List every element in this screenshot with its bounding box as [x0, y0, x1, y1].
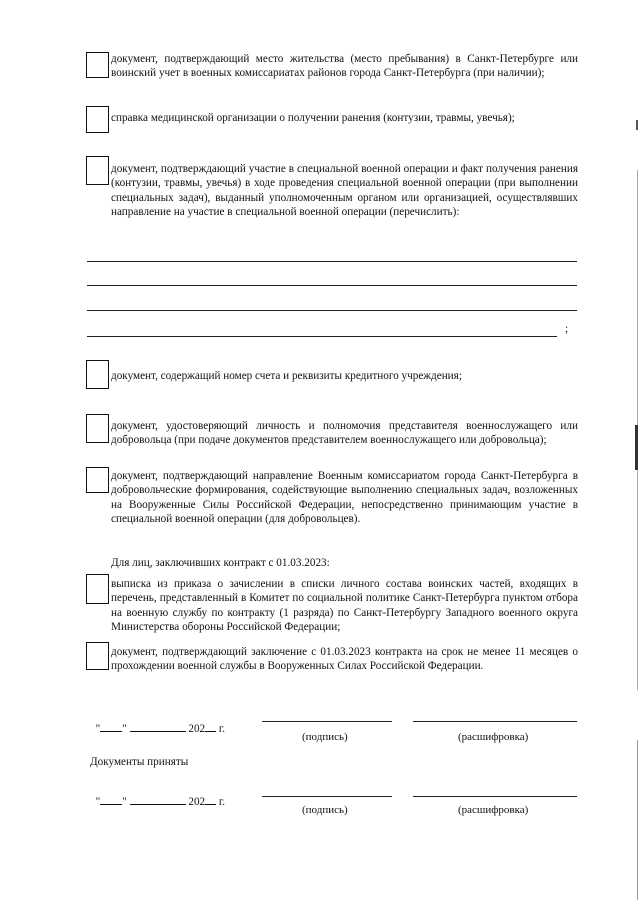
year-blank-1[interactable]	[205, 720, 216, 732]
document-item-bank	[86, 360, 578, 383]
day-blank-1[interactable]	[100, 720, 122, 732]
item-text-participation: документ, подтверждающий участие в специальной военной операции и факт получения ранения (контузии, травмы, увечья) в ходе проведения специальной военной операции (при выполнении специальных задач), выданный уполномоченным органом или организацией, осуществлявших направление на участие в специальной военной операции (перечислить):	[111, 163, 578, 218]
checkbox-representative[interactable]	[86, 414, 109, 443]
signature-line-1[interactable]	[262, 721, 392, 722]
date-quote-close-2: "	[122, 796, 127, 809]
date-quote-open-2: "	[95, 796, 101, 809]
item-text-medical: справка медицинской организации о получении ранения (контузии, травмы, увечья);	[111, 112, 515, 124]
date-field-1[interactable]	[90, 706, 225, 737]
documents-accepted-heading: Документы приняты	[90, 756, 189, 768]
scan-edge-mark-top	[636, 120, 638, 130]
year-suffix-1: г.	[218, 723, 226, 736]
month-blank-1[interactable]	[130, 720, 186, 732]
year-prefix-1: 202	[188, 723, 206, 736]
listing-line-2[interactable]	[87, 285, 577, 286]
checkbox-residence[interactable]	[86, 52, 109, 78]
item-text-representative: документ, удостоверяющий личность и полномочия представителя военнослужащего или добровольца (при подаче документов представителем военнослужащего или добровольца);	[111, 420, 578, 447]
checkbox-bank[interactable]	[86, 360, 109, 389]
document-item-residence	[86, 52, 578, 81]
decoding-line-2[interactable]	[413, 796, 577, 797]
date-field-2[interactable]	[90, 779, 225, 810]
item-text-bank: документ, содержащий номер счета и реквизиты кредитного учреждения;	[111, 370, 462, 382]
checkbox-contract[interactable]	[86, 642, 109, 670]
contract-heading: Для лиц, заключивших контракт с 01.03.2023:	[111, 557, 330, 569]
item-text-contract: документ, подтверждающий заключение с 01.03.2023 контракта на срок не менее 11 месяцев о прохождении военной службы в Вооруженных Силах Российской Федерации.	[111, 646, 578, 673]
list-end-semicolon: ;	[565, 323, 569, 335]
decoding-caption-2: (расшифровка)	[458, 804, 529, 816]
decoding-line-1[interactable]	[413, 721, 577, 722]
checkbox-participation[interactable]	[86, 156, 109, 185]
document-item-medical	[86, 106, 578, 125]
signature-caption-1: (подпись)	[302, 731, 348, 743]
document-item-participation	[86, 156, 578, 219]
listing-line-1[interactable]	[87, 261, 577, 262]
document-item-volunteer	[86, 467, 578, 526]
document-item-representative	[86, 414, 578, 448]
checkbox-medical[interactable]	[86, 106, 109, 133]
year-suffix-2: г.	[218, 796, 226, 809]
signature-caption-2: (подпись)	[302, 804, 348, 816]
item-text-order-extract: выписка из приказа о зачислении в списки личного состава воинских частей, входящих в перечень, представленный в Комитет по социальной политике Санкт-Петербурга пунктом отбора на военную службу по контракту (1 разряда) по Санкт-Петербургу Западного военного округа Министерства обороны Российской Федерации;	[111, 578, 578, 633]
listing-line-3[interactable]	[87, 310, 577, 311]
document-item-contract	[86, 642, 578, 674]
date-quote-close-1: "	[122, 723, 127, 736]
scan-edge-mark-bottom	[637, 740, 638, 900]
document-item-order-extract	[86, 574, 578, 634]
item-text-volunteer: документ, подтверждающий направление Военным комиссариатом города Санкт-Петербурга в добровольческие формирования, содействующие выполнению специальных задач, возложенных на Вооруженные Силы Российской Федерации, непосредственно принимающим участие в специальной военной операции (для добровольцев).	[111, 470, 578, 525]
year-blank-2[interactable]	[205, 793, 216, 805]
checkbox-volunteer[interactable]	[86, 467, 109, 493]
day-blank-2[interactable]	[100, 793, 122, 805]
decoding-caption-1: (расшифровка)	[458, 731, 529, 743]
checkbox-order-extract[interactable]	[86, 574, 109, 604]
scan-edge-mark-thick	[635, 425, 638, 470]
listing-line-4[interactable]	[87, 336, 557, 337]
month-blank-2[interactable]	[130, 793, 186, 805]
year-prefix-2: 202	[188, 796, 206, 809]
signature-line-2[interactable]	[262, 796, 392, 797]
item-text-residence: документ, подтверждающий место жительства (место пребывания) в Санкт-Петербурге или воинский учет в военных комиссариатах районов города Санкт-Петербурга (при наличии);	[111, 53, 578, 80]
date-quote-open-1: "	[95, 723, 101, 736]
